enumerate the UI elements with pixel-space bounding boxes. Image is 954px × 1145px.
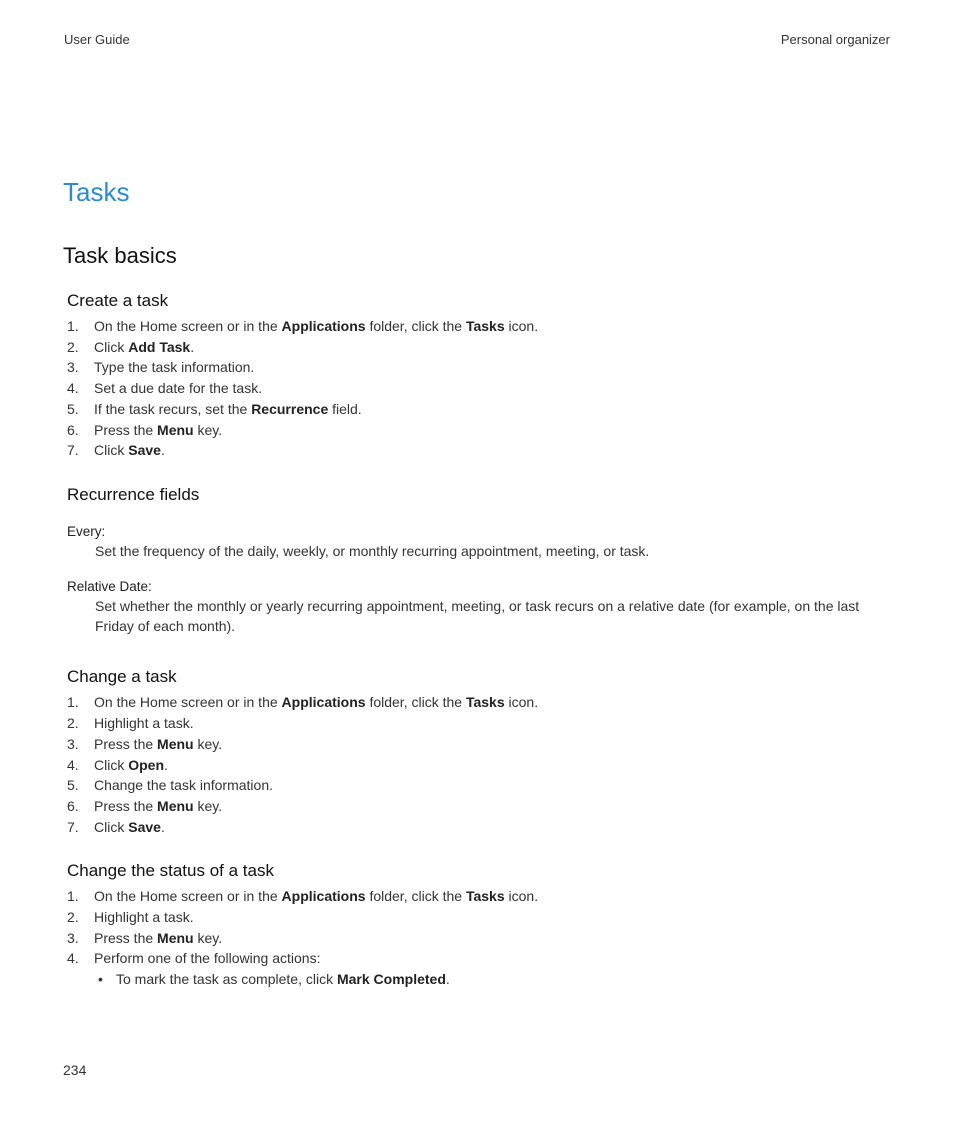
step-number: 2. (67, 338, 79, 355)
step-text: . (160, 442, 165, 459)
step-number: 1. (67, 318, 79, 334)
step-text: Change the task information. (94, 777, 273, 794)
step-number: 4. (67, 380, 79, 397)
ui-term: Menu (157, 929, 194, 946)
step-text: Press the (94, 797, 158, 814)
step-text: icon. (504, 694, 539, 711)
step-text: icon. (504, 318, 539, 334)
step-text: On the Home screen or in the (94, 318, 282, 334)
ui-term: Add Task (128, 338, 191, 355)
relative-date-definition: Set whether the monthly or yearly recurring appointment, meeting, or task recurs on a relative date (for example, on the last Friday of each month). (95, 598, 860, 634)
ui-term: Applications (281, 318, 366, 334)
step-number: 6. (67, 421, 79, 438)
step-text: folder, click the (365, 318, 466, 334)
ui-term: Save (128, 818, 161, 835)
change-task-heading: Change a task (67, 667, 177, 687)
step-text: Highlight a task. (94, 909, 194, 926)
step-number: 1. (67, 888, 79, 905)
ui-term: Menu (157, 797, 194, 814)
step-text: key. (193, 735, 223, 752)
step-number: 3. (67, 735, 79, 752)
header-right: Personal organizer (780, 32, 890, 47)
ui-term: Applications (281, 888, 366, 905)
create-task-heading: Create a task (67, 291, 169, 310)
step-text: key. (193, 797, 223, 814)
list-item (63, 817, 893, 838)
step-text: Type the task information. (94, 359, 255, 376)
step-text: Press the (94, 735, 158, 752)
step-text: On the Home screen or in the (94, 694, 282, 711)
ui-term: Open (128, 756, 165, 773)
list-item (63, 378, 893, 399)
step-number: 3. (67, 359, 79, 376)
step-number: 7. (67, 442, 79, 459)
list-item (63, 337, 893, 358)
list-item (63, 440, 893, 461)
change-status-heading: Change the status of a task (67, 861, 274, 881)
step-text: Click (94, 756, 129, 773)
recurrence-definitions (63, 522, 893, 637)
step-number: 1. (67, 694, 79, 711)
step-text: Click (94, 338, 129, 355)
step-text: folder, click the (365, 888, 466, 905)
every-definition: Set the frequency of the daily, weekly, or monthly recurring appointment, meeting, or task. (95, 542, 650, 559)
ui-term: Save (128, 442, 161, 459)
step-text: folder, click the (365, 694, 466, 711)
ui-term: Recurrence (251, 400, 329, 417)
chapter-title: Tasks (63, 177, 130, 207)
ui-term: Menu (157, 735, 194, 752)
step-text: . (445, 971, 450, 988)
step-text: Set a due date for the task. (94, 380, 263, 397)
change-status-bullets (63, 969, 893, 990)
step-text: Perform one of the following actions: (94, 950, 321, 967)
list-item (63, 399, 893, 420)
section-title: Task basics (63, 243, 177, 268)
step-text: field. (328, 400, 362, 417)
recurrence-fields-heading: Recurrence fields (67, 484, 200, 504)
step-text: key. (193, 929, 223, 946)
list-item (63, 928, 893, 949)
relative-date-term: Relative Date: (67, 579, 152, 595)
list-item (63, 886, 893, 907)
page-number: 234 (63, 1062, 87, 1078)
list-item (63, 907, 893, 928)
step-text: . (164, 756, 168, 773)
step-number: 5. (67, 400, 79, 417)
header-left: User Guide (64, 32, 130, 47)
change-status-steps (63, 886, 893, 969)
every-term: Every: (67, 523, 106, 539)
list-item (63, 775, 893, 796)
list-item (63, 692, 893, 713)
step-text: . (190, 338, 195, 355)
step-number: 7. (67, 818, 79, 835)
bullet-item (63, 969, 893, 990)
bullet-icon: • (98, 971, 103, 988)
step-text: To mark the task as complete, click (116, 971, 337, 988)
ui-term: Applications (281, 694, 366, 711)
step-number: 2. (67, 715, 79, 732)
list-item (63, 796, 893, 817)
step-text: icon. (504, 888, 539, 905)
step-text: If the task recurs, set the (94, 400, 252, 417)
step-text: Highlight a task. (94, 715, 194, 732)
ui-term: Menu (157, 421, 194, 438)
page-content (63, 174, 893, 990)
ui-term: Tasks (465, 888, 505, 905)
change-task-steps (63, 692, 893, 837)
list-item (63, 755, 893, 776)
step-number: 2. (67, 909, 79, 926)
list-item (63, 316, 893, 337)
ui-term: Tasks (465, 318, 505, 334)
step-number: 5. (67, 777, 79, 794)
step-number: 4. (67, 756, 79, 773)
ui-term: Mark Completed (336, 971, 446, 988)
step-text: Click (94, 442, 129, 459)
list-item (63, 734, 893, 755)
list-item (63, 420, 893, 441)
ui-term: Tasks (465, 694, 505, 711)
step-text: . (160, 818, 165, 835)
step-text: Press the (94, 421, 158, 438)
step-text: key. (193, 421, 223, 438)
list-item (63, 713, 893, 734)
create-task-steps (63, 316, 893, 461)
step-text: Press the (94, 929, 158, 946)
list-item (63, 357, 893, 378)
step-number: 3. (67, 929, 79, 946)
list-item (63, 948, 893, 969)
step-number: 6. (67, 797, 79, 814)
step-number: 4. (67, 950, 79, 967)
step-text: Click (94, 818, 129, 835)
step-text: On the Home screen or in the (94, 888, 282, 905)
